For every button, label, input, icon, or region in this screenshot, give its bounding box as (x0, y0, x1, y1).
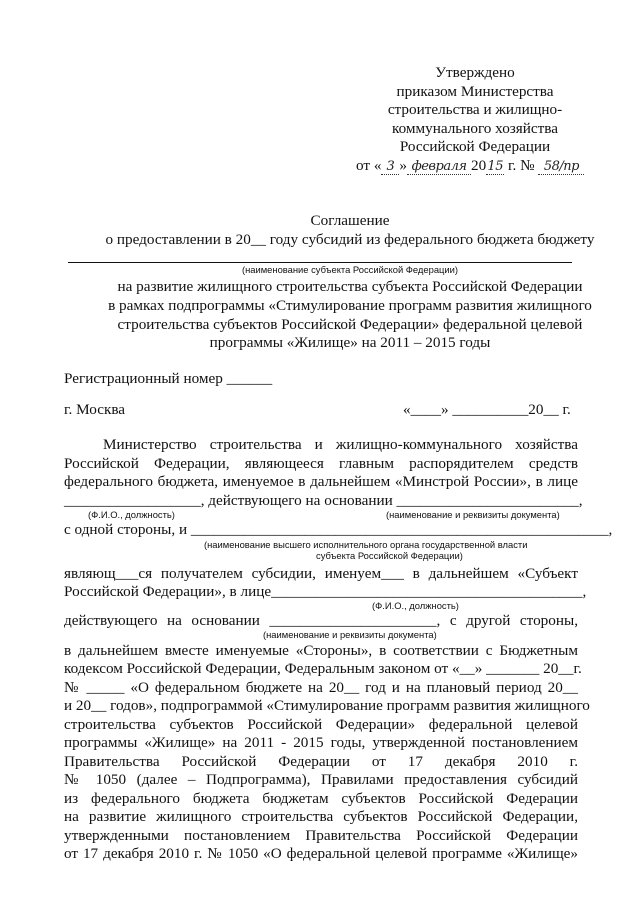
title-line-6: программы «Жилище» на 2011 – 2015 годы (209, 334, 491, 351)
approval-year: 15 (487, 159, 503, 174)
approval-line-4: коммунального хозяйства (391, 120, 558, 137)
para-line-1: в дальнейшем вместе именуемые «Стороны», в соответствии с Бюджетным (64, 642, 578, 659)
approval-line-2: приказом Министерства (396, 83, 554, 100)
city: г. Москва (64, 401, 126, 418)
body-line-2: Российской Федерации, являющееся главным распорядителем средств (64, 455, 578, 472)
authority-caption-1: (наименование высшего исполнительного органа государственной власти (204, 539, 528, 550)
registration-number: Регистрационный номер ______ (64, 370, 273, 387)
authority-caption-2: субъекта Российской Федерации) (316, 550, 463, 561)
approval-line-5: Российской Федерации (399, 138, 551, 155)
date-prefix: от « (356, 157, 382, 174)
para-line-4: и 20__ годов», подпрограммой «Стимулирование программ развития жилищного (64, 697, 590, 714)
para-line-3: № _____ «О федеральном бюджете на 20__ год и на плановый период 20__ (64, 679, 578, 696)
para-line-10: на развитие жилищного строительства субъектов Российской Федерации, (64, 808, 578, 825)
body-line-7: Российской Федерации», в лице_________________________________________, (64, 583, 587, 600)
approval-month: февраля (407, 159, 471, 175)
para-line-8: № 1050 (далее – Подпрограмма), Правилами предоставления субсидий (64, 771, 578, 788)
para-line-7: Правительства Российской Федерации от 17 декабря 2010 г. (64, 753, 578, 770)
body-line-8: действующего на основании ______________________, с другой стороны, (64, 612, 578, 629)
approval-line-1: Утверждено (435, 64, 515, 81)
approval-day: 3 (381, 159, 399, 175)
para-line-12: от 17 декабря 2010 г. № 1050 «О федеральной целевой программе «Жилище» (64, 845, 578, 862)
subject-name-blank-line (68, 262, 572, 263)
fio-caption-2: (Ф.И.О., должность) (372, 600, 459, 611)
body-line-5: с одной стороны, и _______________________________________________________, (64, 521, 613, 538)
body-line-3: федерального бюджета, именуемое в дальнейшем «Минстрой России», в лице (64, 473, 578, 490)
document-subtitle: о предоставлении в 20__ году субсидий из федерального бюджета бюджету (105, 231, 595, 248)
fio-caption-1: (Ф.И.О., должность) (88, 509, 175, 520)
agreement-date: «____» __________20__ г. (403, 401, 571, 418)
title-line-5: строительства субъектов Российской Федерации» федеральной целевой (117, 316, 583, 333)
body-line-4: __________________, действующего на основании ________________________, (64, 492, 583, 509)
para-line-6: программы «Жилище» на 2011 - 2015 годы, утвержденной постановлением (64, 734, 578, 751)
para-line-9: из федерального бюджета бюджетам субъектов Российской Федерации (64, 790, 578, 807)
subject-name-caption: (наименование субъекта Российской Федерации) (241, 264, 458, 275)
para-line-11: утвержденными постановлением Правительства Российской Федерации (64, 827, 578, 844)
body-line-1: Министерство строительства и жилищно-коммунального хозяйства (103, 436, 578, 453)
para-line-5: строительства субъектов Российской Федерации» федеральной целевой (64, 716, 578, 733)
date-mid: » (399, 157, 408, 174)
title-line-3: на развитие жилищного строительства субъекта Российской Федерации (117, 278, 583, 295)
body-line-6: являющ___ся получателем субсидии, именуем___ в дальнейшем «Субъект (64, 565, 578, 582)
document-caption-1: (наименование и реквизиты документа) (386, 509, 560, 520)
document-caption-2: (наименование и реквизиты документа) (263, 629, 437, 640)
para-line-2: кодексом Российской Федерации, Федеральным законом от «__» _______ 20__г. (64, 660, 582, 677)
approval-date-line (356, 157, 584, 175)
document-title: Соглашение (310, 212, 390, 229)
approval-line-3: строительства и жилищно- (387, 101, 563, 118)
number-prefix: г. № (508, 157, 535, 174)
approval-number: 58/пр (538, 159, 584, 175)
year-prefix: 20 (471, 157, 487, 174)
title-line-4: в рамках подпрограммы «Стимулирование программ развития жилищного (108, 297, 592, 314)
